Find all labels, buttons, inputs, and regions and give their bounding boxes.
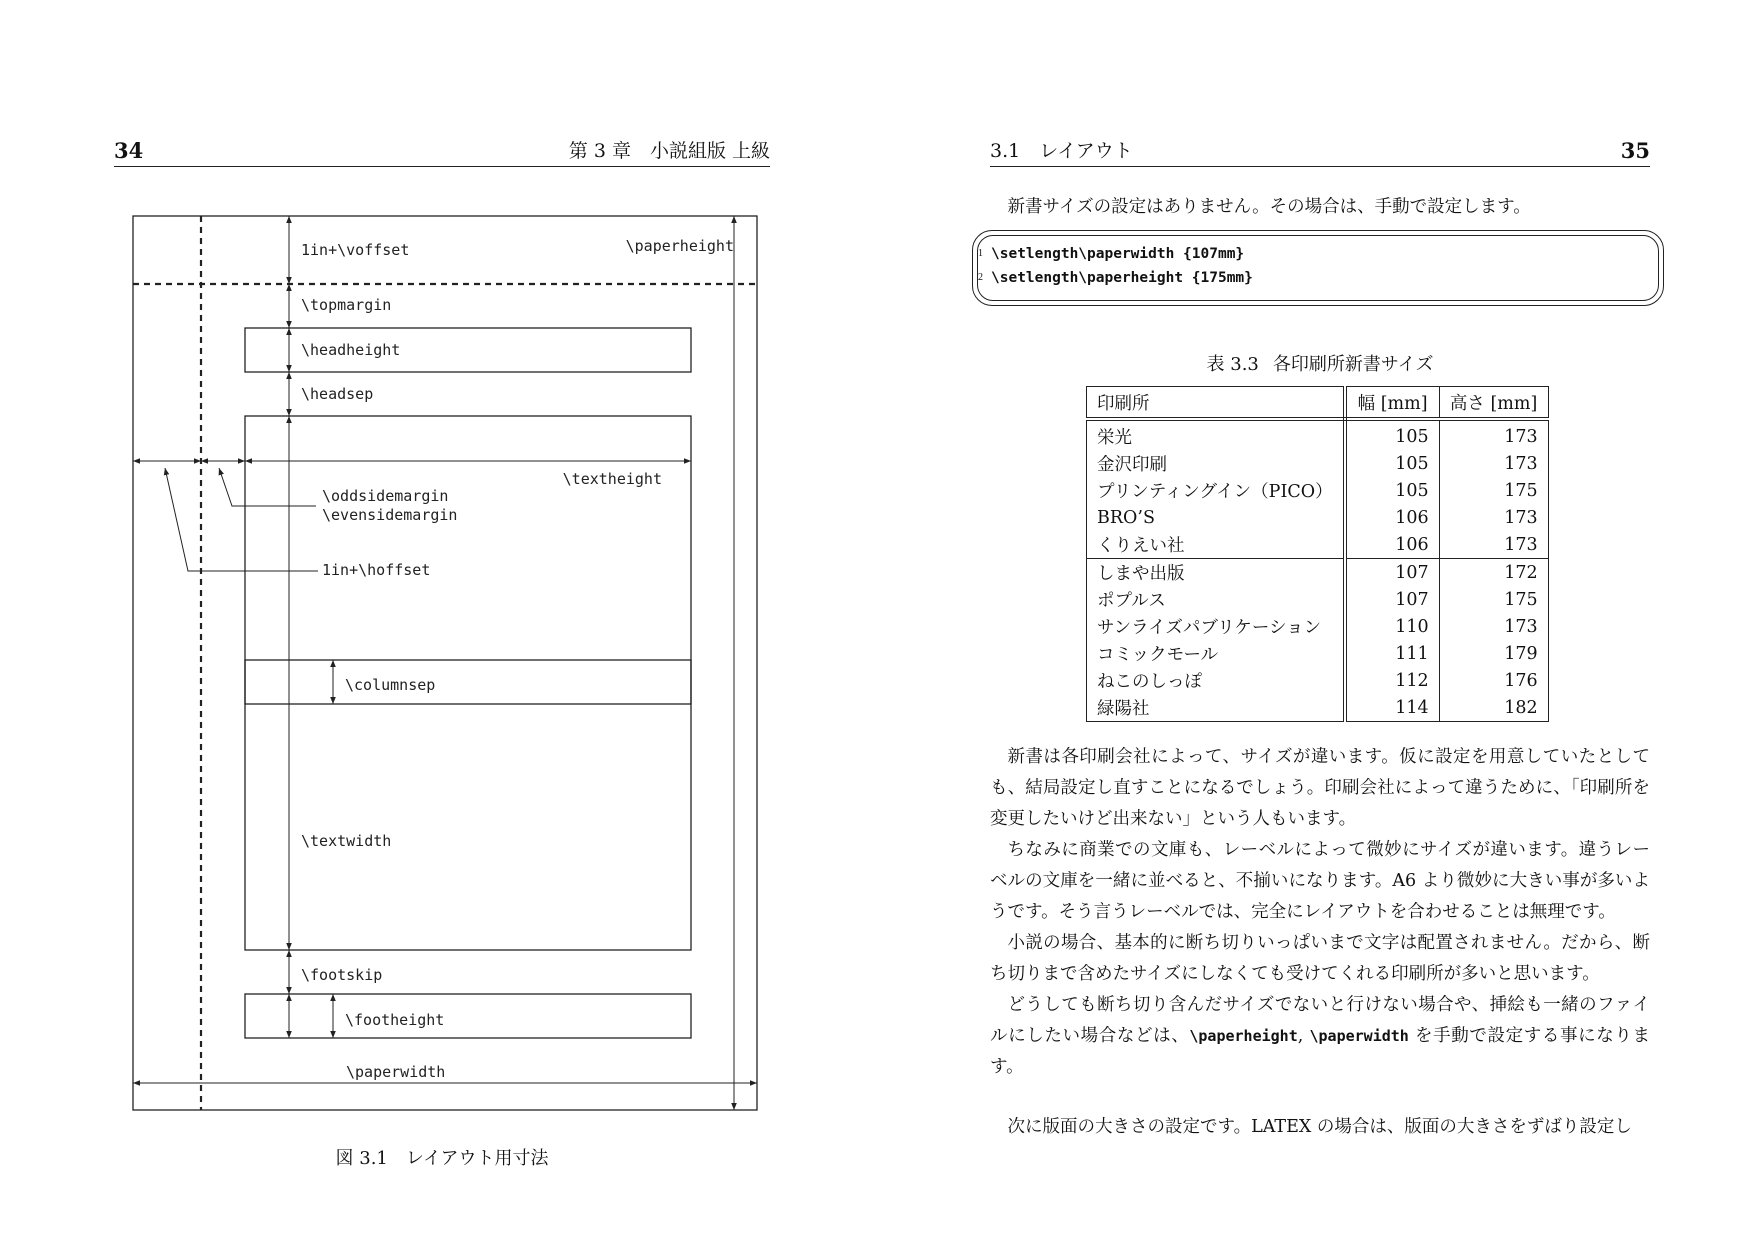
inline-code: \paperheight	[1189, 1027, 1298, 1045]
label-hoffset: 1in+\hoffset	[322, 561, 431, 579]
footer-box	[245, 994, 691, 1038]
hoffset-leader	[165, 468, 318, 571]
column-separator-box	[245, 660, 691, 704]
table-caption	[990, 352, 1650, 378]
label-oddsidemargin: \oddsidemargin	[322, 487, 449, 505]
page-number-left: 34	[114, 138, 144, 163]
chapter-header: 第 3 章 小説組版 上級	[568, 140, 770, 162]
table-row: しまや出版 107 172	[1087, 559, 1549, 587]
table-header-row	[1087, 387, 1549, 420]
right-page	[874, 0, 1748, 1240]
paper-outline	[133, 216, 757, 1110]
printer-size-table	[1086, 386, 1549, 722]
label-footskip: \footskip	[301, 966, 383, 984]
table-row: コミックモール 111 179	[1087, 640, 1549, 667]
label-headheight: \headheight	[301, 341, 401, 359]
paragraph: 小説の場合、基本的に断ち切りいっぱいまで文字は配置されません。だから、断ち切りまで含めたサイズにしなくても受けてくれる印刷所が多いと思います。	[990, 933, 1650, 984]
table-row: くりえい社 106 173	[1087, 531, 1549, 559]
table-row: 緑陽社 114 182	[1087, 694, 1549, 722]
figure-caption-number: 図 3.1	[335, 1148, 388, 1169]
page-number-right: 35	[1620, 138, 1650, 163]
label-textwidth: \textwidth	[301, 832, 392, 850]
final-paragraph: 次に版面の大きさの設定です。LATEX の場合は、版面の大きさをずばり設定し	[1007, 1117, 1632, 1137]
layout-diagram	[124, 208, 768, 1126]
oddsidemargin-leader	[219, 468, 316, 506]
table-row: BRO’S 106 173	[1087, 504, 1549, 531]
label-voffset: 1in+\voffset	[301, 241, 410, 259]
figure-caption	[114, 1144, 770, 1170]
paragraph: どうしても断ち切り含んだサイズでないと行けない場合や、挿絵も一緒のファイルにしたい場合などは、\paperheight, \paperwidth を手動で設定する事になります。	[990, 995, 1650, 1077]
label-columnsep: \columnsep	[345, 676, 436, 694]
table-row: ねこのしっぽ 112 176	[1087, 667, 1549, 694]
column-header: 印刷所	[1087, 387, 1345, 420]
code-text: \setlength\paperheight {175mm}	[991, 270, 1253, 286]
column-header: 幅 [mm]	[1345, 387, 1440, 420]
label-headsep: \headsep	[301, 385, 374, 403]
code-line	[978, 267, 1253, 289]
code-line	[978, 243, 1245, 265]
table-caption-number: 表 3.3	[1206, 354, 1259, 375]
label-paperheight: \paperheight	[625, 237, 734, 255]
label-paperwidth: \paperwidth	[346, 1063, 446, 1081]
table-row: サンライズパブリケーション 110 173	[1087, 613, 1549, 640]
code-line-number: 1	[978, 248, 983, 259]
table-row: ポプルス 107 175	[1087, 586, 1549, 613]
intro-paragraph: 新書サイズの設定はありません。その場合は、手動で設定します。	[1007, 197, 1531, 217]
inline-code: \paperwidth	[1309, 1027, 1409, 1045]
figure-caption-text: レイアウト用寸法	[405, 1148, 549, 1169]
running-head-right	[990, 136, 1650, 167]
label-footheight: \footheight	[345, 1011, 445, 1029]
code-text: \setlength\paperwidth {107mm}	[991, 246, 1245, 262]
code-listing	[972, 230, 1664, 306]
table-row: 金沢印刷 105 173	[1087, 450, 1549, 477]
label-evensidemargin: \evensidemargin	[322, 506, 458, 524]
section-header: 3.1 レイアウト	[990, 140, 1133, 162]
code-line-number: 2	[978, 272, 983, 283]
paragraph: ちなみに商業での文庫も、レーベルによって微妙にサイズが違います。違うレーベルの文庫を一緒に並べると、不揃いになります。A6 より微妙に大きい事が多いようです。そう言うレーベルでは、完全にレイアウトを合わせることは無理です。	[990, 840, 1650, 922]
paragraph: 新書は各印刷会社によって、サイズが違います。仮に設定を用意していたとしても、結局設定し直すことになるでしょう。印刷会社によって違うために、「印刷所を変更したいけど出来ない」という人もいます。	[990, 747, 1650, 829]
body-box	[245, 416, 691, 950]
running-head-left	[114, 136, 770, 167]
table-caption-text: 各印刷所新書サイズ	[1272, 354, 1434, 375]
label-textheight: \textheight	[562, 470, 662, 488]
column-header: 高さ [mm]	[1439, 387, 1548, 420]
table-row: プリンティングイン（PICO） 105 175	[1087, 477, 1549, 504]
body-text	[990, 742, 1650, 1083]
table-row: 栄光 105 173	[1087, 419, 1549, 450]
label-topmargin: \topmargin	[301, 296, 392, 314]
